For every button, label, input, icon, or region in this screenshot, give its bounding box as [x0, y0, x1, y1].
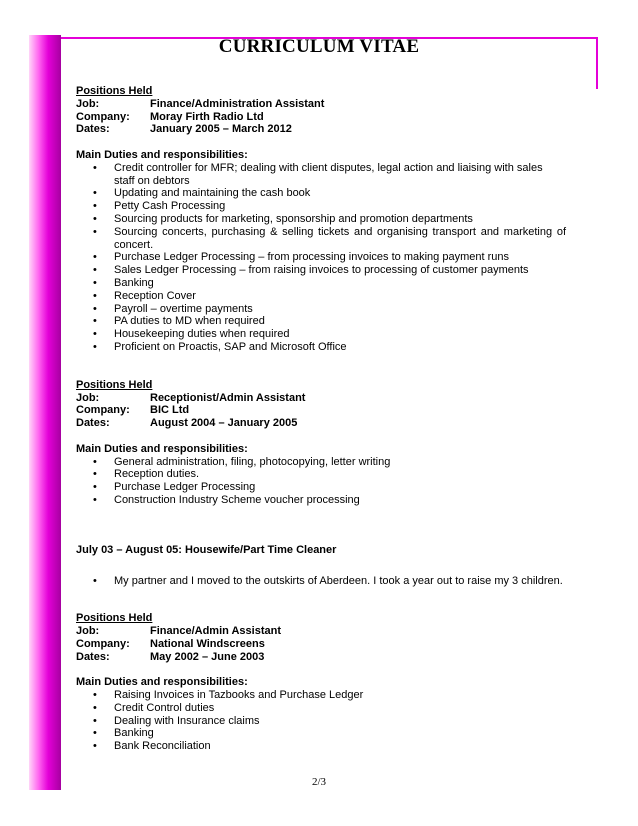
job-label: Job: — [76, 97, 100, 110]
duties-list — [76, 162, 566, 354]
company-label: Company: — [76, 637, 130, 650]
list-item: • Raising Invoices in Tazbooks and Purchase Ledger — [76, 689, 566, 702]
dates-row — [76, 123, 566, 136]
list-item: • Banking — [76, 277, 566, 290]
company-value: Moray Firth Radio Ltd — [150, 110, 264, 123]
company-value: BIC Ltd — [150, 404, 190, 417]
page-number: 2/3 — [311, 776, 327, 788]
positions-held-heading: Positions Held — [76, 612, 153, 625]
positions-held-heading: Positions Held — [76, 85, 153, 97]
duties-heading: Main Duties and responsibilities: — [76, 676, 248, 689]
career-break-list — [76, 575, 566, 588]
company-row — [76, 111, 566, 124]
job-row — [76, 392, 566, 405]
position-section — [76, 85, 566, 354]
position-section — [76, 612, 566, 753]
cv-content — [76, 85, 566, 753]
job-value: Finance/Admin Assistant — [150, 625, 282, 638]
job-value: Finance/Administration Assistant — [150, 97, 325, 110]
dates-label: Dates: — [76, 650, 110, 663]
list-item: • Purchase Ledger Processing — [76, 481, 566, 494]
company-row — [76, 404, 566, 417]
decorative-side-bar — [29, 35, 61, 790]
company-label: Company: — [76, 404, 130, 417]
dates-value: May 2002 – June 2003 — [150, 650, 265, 663]
job-value: Receptionist/Admin Assistant — [150, 391, 306, 404]
list-item: • Credit Control duties — [76, 702, 566, 715]
list-item: • Construction Industry Scheme voucher processing — [76, 494, 566, 507]
duties-list — [76, 456, 566, 507]
list-item: • Housekeeping duties when required — [76, 328, 566, 341]
list-item: • PA duties to MD when required — [76, 315, 566, 328]
list-item: • Petty Cash Processing — [76, 200, 566, 213]
dates-row — [76, 417, 566, 430]
company-row — [76, 638, 566, 651]
career-break-section — [76, 544, 566, 588]
list-item: • Proficient on Proactis, SAP and Microsoft Office — [76, 341, 566, 354]
list-item: • Bank Reconciliation — [76, 740, 566, 753]
page-title: CURRICULUM VITAE — [218, 36, 420, 57]
list-item: • Credit controller for MFR; dealing with client disputes, legal action and liaising with sales staff on debtors — [76, 162, 566, 188]
list-item: • Reception Cover — [76, 290, 566, 303]
list-item: • Sourcing products for marketing, sponsorship and promotion departments — [76, 213, 566, 226]
duties-list — [76, 689, 566, 753]
job-row — [76, 98, 566, 111]
job-label: Job: — [76, 391, 100, 404]
company-value: National Windscreens — [150, 637, 265, 650]
dates-value: August 2004 – January 2005 — [150, 417, 298, 430]
dates-value: January 2005 – March 2012 — [150, 123, 292, 136]
positions-held-heading: Positions Held — [76, 378, 153, 391]
list-item: • General administration, filing, photocopying, letter writing — [76, 456, 566, 469]
job-row — [76, 625, 566, 638]
duties-heading: Main Duties and responsibilities: — [76, 442, 248, 455]
list-item: • Reception duties. — [76, 468, 566, 481]
list-item: • Payroll – overtime payments — [76, 303, 566, 316]
list-item: • Sales Ledger Processing – from raising invoices to processing of customer payments — [76, 264, 566, 277]
job-label: Job: — [76, 625, 100, 638]
duties-heading: Main Duties and responsibilities: — [76, 148, 248, 161]
position-section — [76, 379, 566, 507]
dates-label: Dates: — [76, 123, 110, 136]
list-item: • Updating and maintaining the cash book — [76, 187, 566, 200]
career-break-heading: July 03 – August 05: Housewife/Part Time Cleaner — [76, 543, 337, 556]
list-item: • Sourcing concerts, purchasing & selling tickets and organising transport and marketing of concert. — [76, 226, 566, 252]
company-label: Company: — [76, 110, 130, 123]
list-item: • Dealing with Insurance claims — [76, 715, 566, 728]
dates-label: Dates: — [76, 417, 110, 430]
list-item: • Banking — [76, 727, 566, 740]
list-item: • Purchase Ledger Processing – from processing invoices to making payment runs — [76, 251, 566, 264]
list-item: • My partner and I moved to the outskirts of Aberdeen. I took a year out to raise my 3 children. — [76, 575, 566, 588]
dates-row — [76, 651, 566, 664]
